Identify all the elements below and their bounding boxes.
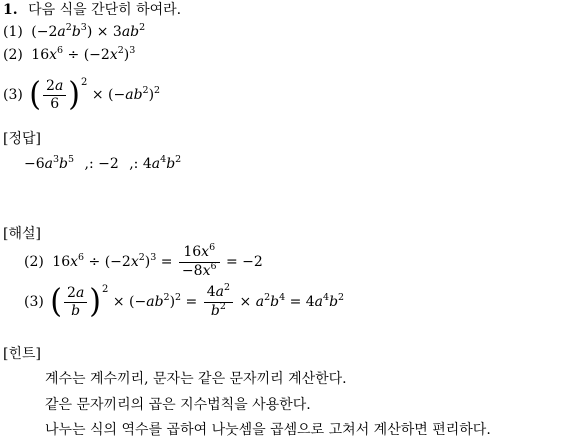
problem-2-label: (2) xyxy=(3,47,23,63)
answer-sep-2: ,: xyxy=(129,156,143,172)
question-header xyxy=(3,1,181,19)
explanation-2-label: (2) xyxy=(24,254,44,270)
hint-line-3: 나누는 식의 역수를 곱하여 나눗셈을 곱셈으로 고쳐서 계산하면 편리하다. xyxy=(45,422,491,438)
problem-3-label: (3) xyxy=(3,87,23,103)
hint-header: [힌트] xyxy=(3,346,41,362)
question-prompt: 다음 식을 간단히 하여라. xyxy=(28,2,182,18)
explanation-2-expression: $16x^6 \div (-2x^2)^3$ = $\frac{16x^6}{-8x^6}$ = −2 xyxy=(52,241,263,279)
problem-3-expression: ( $\frac{2a}{6}$ )$^2 \times (-ab^2)^2$ xyxy=(29,75,161,114)
explanation-3-label: (3) xyxy=(24,294,44,310)
explanation-3-expression: ( $\frac{2a}{b}$ )$^2 \times (-ab^2)^2$ = $\frac{4a^2}{b^2}$ × $a^2b^4 = 4a^4b^2$ xyxy=(50,281,345,321)
answer-sep-1: ,: xyxy=(84,156,99,172)
hint-line-1: 계수는 계수끼리, 문자는 같은 문자끼리 계산한다. xyxy=(45,371,347,387)
problem-1-label: (1) xyxy=(3,24,23,40)
answer-2: −2 xyxy=(98,156,119,172)
problem-2-expression: $16x^6 \div (-2x^2)^3$ xyxy=(31,45,136,63)
problem-1 xyxy=(3,23,145,43)
question-number: 1. xyxy=(3,2,18,18)
answer-1: $-6a^3b^5$ xyxy=(24,154,75,172)
problem-2 xyxy=(3,46,135,66)
explanation-2 xyxy=(24,243,263,283)
problem-3 xyxy=(3,76,160,116)
explanation-3 xyxy=(24,282,344,324)
problem-1-expression: $(-2a^2b^3) \times 3ab^2$ xyxy=(31,22,146,40)
hint-line-2: 같은 문자끼리의 곱은 지수법칙을 사용한다. xyxy=(45,397,311,413)
answer-3: $4a^4b^2$ xyxy=(142,154,182,172)
answer-header: [정답] xyxy=(3,131,41,147)
answer-line xyxy=(24,155,181,175)
explanation-header: [해설] xyxy=(3,226,41,242)
